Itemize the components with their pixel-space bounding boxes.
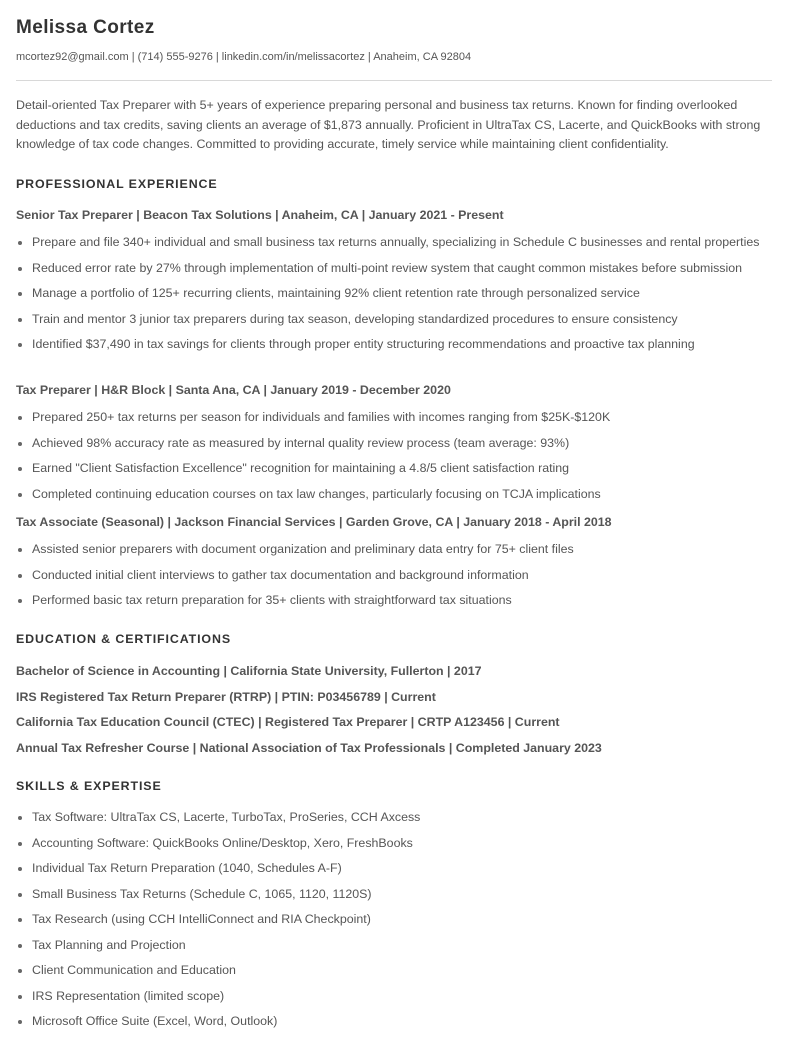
- education-item: Annual Tax Refresher Course | National Association of Tax Professionals | Completed January 2023: [16, 740, 602, 755]
- job-heading: Tax Preparer | H&R Block | Santa Ana, CA | January 2019 - December 2020: [16, 383, 451, 397]
- skills-section: [16, 777, 776, 795]
- list-item: Earned "Client Satisfaction Excellence" recognition for maintaining a 4.8/5 client satisfaction rating: [16, 459, 776, 478]
- candidate-name: Melissa Cortez: [16, 17, 155, 38]
- job-bullets: [16, 540, 776, 610]
- job-bullets: [16, 408, 776, 504]
- skills-list: [16, 808, 776, 1031]
- education-item: California Tax Education Council (CTEC) | Registered Tax Preparer | CRTP A123456 | Current: [16, 715, 560, 730]
- list-item: Prepare and file 340+ individual and small business tax returns annually, specializing in Schedule C businesses and rental properties: [16, 233, 776, 252]
- list-item: Prepared 250+ tax returns per season for individuals and families with incomes ranging from $25K-$120K: [16, 408, 776, 427]
- skills-list-wrap: [16, 808, 776, 1038]
- list-item: Client Communication and Education: [16, 961, 776, 980]
- job-heading: Tax Associate (Seasonal) | Jackson Financial Services | Garden Grove, CA | January 2018 - April 2018: [16, 515, 612, 529]
- contact-info: mcortez92@gmail.com | (714) 555-9276 | linkedin.com/in/melissacortez | Anaheim, CA 92804: [16, 51, 472, 63]
- list-item: Small Business Tax Returns (Schedule C, 1065, 1120, 1120S): [16, 885, 776, 904]
- experience-section: [16, 175, 776, 193]
- list-item: Individual Tax Return Preparation (1040, Schedules A-F): [16, 859, 776, 878]
- list-item: Train and mentor 3 junior tax preparers during tax season, developing standardized procedures to ensure consistency: [16, 310, 776, 329]
- job-1: [16, 205, 776, 361]
- education-section: [16, 630, 776, 648]
- list-item: Tax Software: UltraTax CS, Lacerte, TurboTax, ProSeries, CCH Axcess: [16, 808, 776, 827]
- list-item: Microsoft Office Suite (Excel, Word, Outlook): [16, 1012, 776, 1031]
- list-item: Accounting Software: QuickBooks Online/Desktop, Xero, FreshBooks: [16, 834, 776, 853]
- list-item: Tax Research (using CCH IntelliConnect and RIA Checkpoint): [16, 910, 776, 929]
- list-item: Performed basic tax return preparation for 35+ clients with straightforward tax situations: [16, 591, 776, 610]
- education-item: Bachelor of Science in Accounting | California State University, Fullerton | 2017: [16, 664, 482, 678]
- list-item: Identified $37,490 in tax savings for clients through proper entity structuring recommendations and proactive tax planning: [16, 335, 776, 354]
- list-item: Conducted initial client interviews to gather tax documentation and background information: [16, 566, 776, 585]
- skills-section-title: SKILLS & EXPERTISE: [16, 779, 162, 793]
- list-item: Achieved 98% accuracy rate as measured by internal quality review process (team average: 93%): [16, 434, 776, 453]
- professional-summary: Detail-oriented Tax Preparer with 5+ years of experience preparing personal and business tax returns. Known for finding overlooked deductions and tax credits, saving clients an average of $1,873 annually. Proficient in UltraTax CS, Lacerte, and QuickBooks with strong knowledge of tax code changes. Committed to providing accurate, timely service while maintaining client confidentiality.: [16, 98, 761, 151]
- job-heading: Senior Tax Preparer | Beacon Tax Solutions | Anaheim, CA | January 2021 - Present: [16, 208, 504, 222]
- list-item: Completed continuing education courses on tax law changes, particularly focusing on TCJA implications: [16, 485, 776, 504]
- list-item: Manage a portfolio of 125+ recurring clients, maintaining 92% client retention rate through personalized service: [16, 284, 776, 303]
- experience-section-title: PROFESSIONAL EXPERIENCE: [16, 177, 218, 191]
- job-bullets: [16, 233, 776, 354]
- job-3: [16, 512, 776, 617]
- list-item: Reduced error rate by 27% through implementation of multi-point review system that caught common mistakes before submission: [16, 259, 776, 278]
- education-list: [16, 662, 776, 764]
- list-item: Assisted senior preparers with document organization and preliminary data entry for 75+ client files: [16, 540, 776, 559]
- education-section-title: EDUCATION & CERTIFICATIONS: [16, 632, 231, 646]
- header-divider: [16, 80, 772, 81]
- education-item: IRS Registered Tax Return Preparer (RTRP) | PTIN: P03456789 | Current: [16, 689, 436, 704]
- job-2: [16, 380, 776, 510]
- list-item: Tax Planning and Projection: [16, 936, 776, 955]
- list-item: IRS Representation (limited scope): [16, 987, 776, 1006]
